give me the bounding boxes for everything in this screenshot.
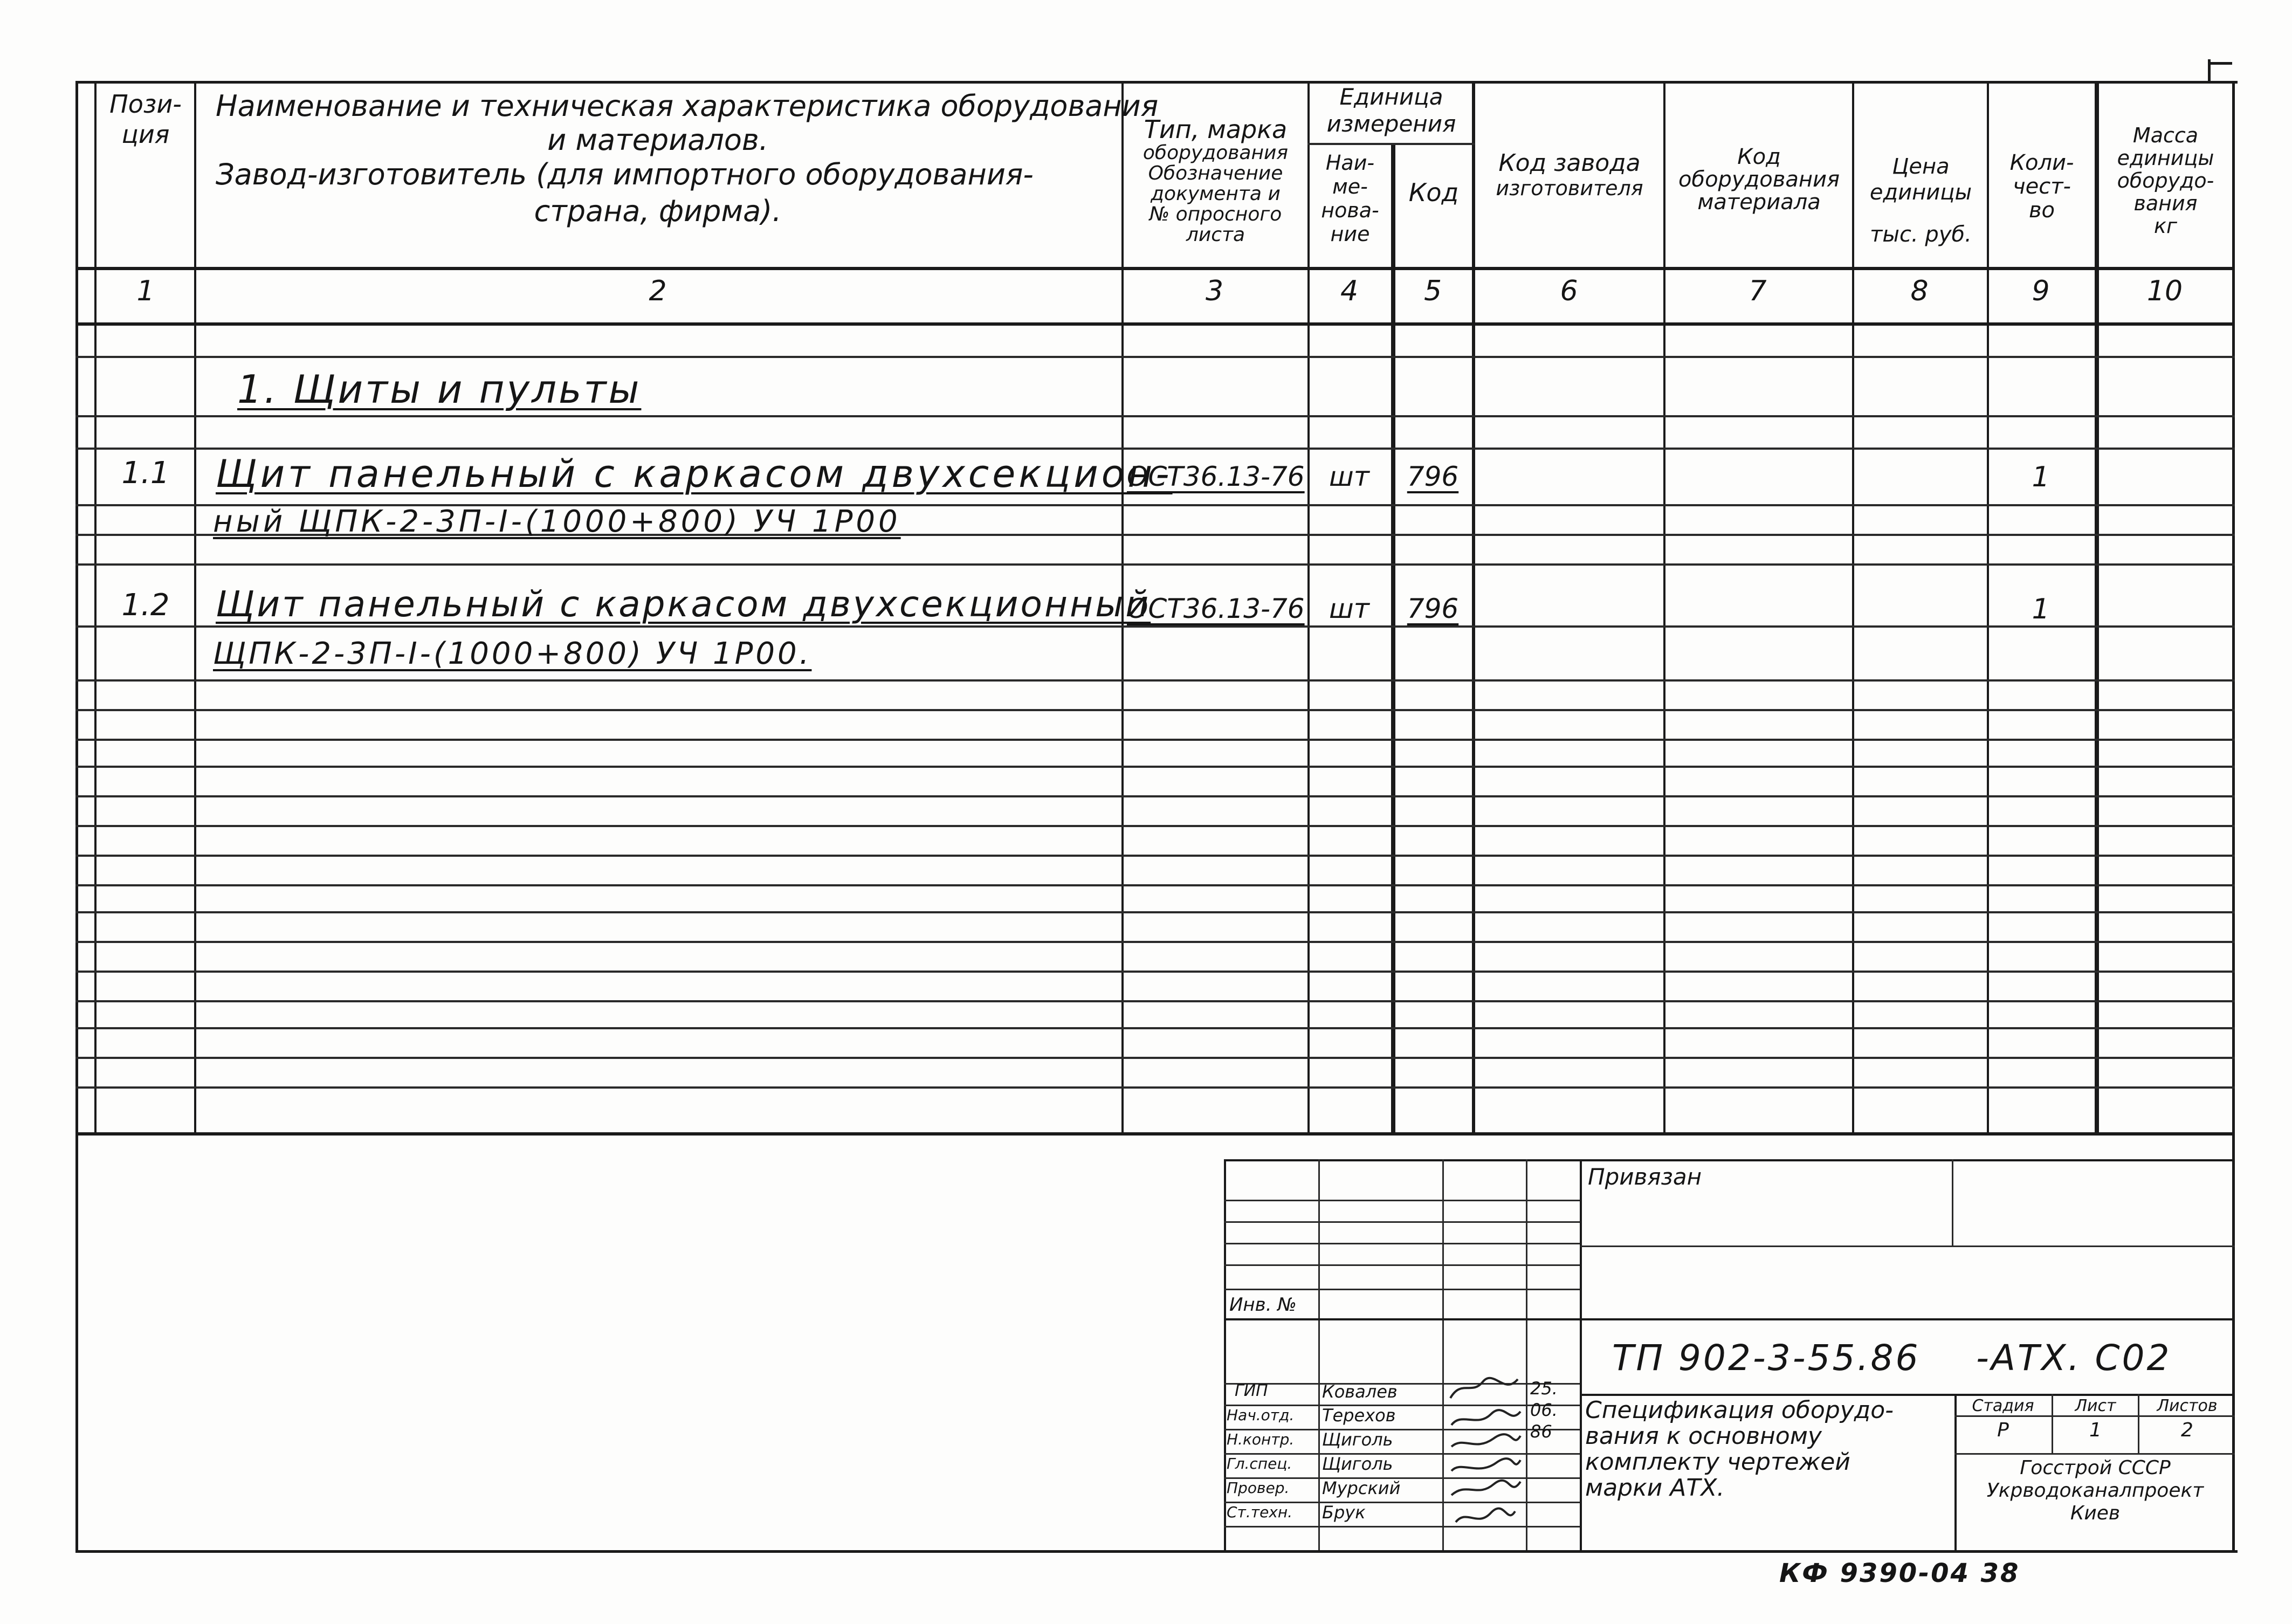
tb-name: Брук	[1322, 1502, 1366, 1523]
item-unit: шт	[1329, 461, 1369, 492]
row-line	[75, 625, 2235, 628]
row-line	[75, 415, 2235, 417]
header-unit-name: Наи- ме- нова- ние	[1321, 151, 1379, 246]
tb-document-code: ТП 902-3-55.86	[1612, 1337, 1921, 1379]
row-line	[75, 795, 2235, 797]
tb-description: Спецификация оборудо- вания к основному комплекту чертежей марки АТХ.	[1585, 1396, 1894, 1502]
item-position: 1.2	[121, 588, 170, 623]
row-line	[75, 1086, 2235, 1089]
handwritten-signatures	[1445, 1374, 1526, 1552]
item-name-line1: Щит панельный с каркасом двухсекционный	[216, 583, 1151, 625]
footer-archive-code: КФ 9390-04 38	[1779, 1558, 2020, 1588]
header-plant-code: Код завода изготовителя	[1496, 149, 1643, 200]
tb-role: ГИП	[1235, 1381, 1268, 1400]
tb-grid-row	[1224, 1200, 1580, 1201]
tb-grid-line	[1318, 1159, 1320, 1550]
column-number-7: 7	[1749, 275, 1767, 307]
row-line	[75, 739, 2235, 741]
tb-date: 25. 06. 86	[1530, 1378, 1558, 1442]
header-name-line2: и материалов.	[547, 123, 768, 157]
tb-grid-line	[1526, 1159, 1527, 1550]
tb-grid-row	[1224, 1526, 1580, 1527]
row-line	[75, 766, 2235, 768]
row-line	[75, 941, 2235, 943]
col-line-7	[1663, 81, 1665, 1135]
tb-row-divider	[1580, 1318, 2235, 1320]
tb-sheet-label: Лист	[2075, 1396, 2116, 1415]
header-name-line3: Завод-изготовитель (для импортного оборудования-	[216, 157, 1034, 191]
tb-name: Ковалев	[1322, 1381, 1398, 1402]
header-position: Пози- ция	[109, 90, 182, 149]
column-number-4: 4	[1340, 275, 1359, 307]
tb-name: Щиголь	[1322, 1429, 1393, 1450]
tb-stage-divider	[1954, 1453, 2235, 1455]
tb-grid-row	[1224, 1383, 1580, 1385]
row-line	[75, 356, 2235, 358]
header-bottom-line	[75, 267, 2235, 270]
header-unit-code: Код	[1408, 178, 1459, 207]
item-type: ОСТ36.13-76	[1127, 461, 1305, 492]
tb-sheets-label: Листов	[2157, 1396, 2218, 1415]
item-position: 1.1	[121, 456, 170, 491]
row-line	[75, 825, 2235, 827]
column-number-3: 3	[1205, 275, 1224, 307]
tb-top-line	[1224, 1159, 2235, 1161]
item-unit: шт	[1329, 593, 1369, 624]
unit-group-divider	[1307, 143, 1475, 145]
column-number-6: 6	[1560, 275, 1578, 307]
numbers-row-bottom-line	[75, 322, 2235, 326]
corner-mark	[2211, 62, 2232, 65]
column-number-5: 5	[1423, 275, 1442, 307]
column-number-1: 1	[136, 275, 155, 307]
tb-row-divider	[1580, 1245, 2235, 1247]
row-line	[75, 1027, 2235, 1029]
tb-role: Провер.	[1227, 1479, 1290, 1497]
item-quantity: 1	[2032, 461, 2050, 493]
tb-sheets-value: 2	[2181, 1419, 2193, 1441]
item-type: ОСТ36.13-76	[1127, 593, 1305, 624]
header-name-line1: Наименование и техническая характеристика оборудования	[216, 89, 1159, 123]
row-line	[75, 971, 2235, 973]
tb-document-suffix: -АТХ. С02	[1976, 1337, 2172, 1379]
item-unit-code: 796	[1407, 593, 1459, 624]
row-line	[75, 884, 2235, 886]
section-title: 1. Щиты и пульты	[237, 367, 642, 412]
tb-sheet-value: 1	[2089, 1419, 2102, 1441]
item-quantity: 1	[2032, 593, 2050, 625]
tb-privyazan-divider	[1952, 1159, 1953, 1245]
row-line	[75, 855, 2235, 857]
header-equipment-code: Код оборудования материала	[1678, 144, 1840, 215]
tb-grid-row	[1224, 1264, 1580, 1266]
tb-stage-label: Стадия	[1972, 1396, 2034, 1415]
column-number-10: 10	[2146, 275, 2183, 307]
item-name-line2: ЩПК-2-3П-I-(1000+800) УЧ 1Р00.	[213, 636, 812, 671]
row-line	[75, 1057, 2235, 1059]
item-name-line1: Щит панельный с каркасом двухсекцион-	[216, 452, 1173, 496]
row-line	[75, 448, 2235, 450]
header-name-line4: страна, фирма).	[534, 194, 782, 228]
tb-grid-row	[1224, 1289, 1580, 1290]
frame-right-line	[2232, 81, 2235, 1553]
header-price: Цена единицы тыс. руб.	[1869, 154, 1972, 247]
tb-inventory-label: Инв. №	[1229, 1294, 1297, 1316]
table-bottom-line	[75, 1132, 2235, 1136]
row-line	[75, 1000, 2235, 1002]
frame-bottom-line	[75, 1550, 2238, 1553]
item-name-line2: ный ЩПК-2-3П-I-(1000+800) УЧ 1Р00	[213, 504, 901, 539]
row-line	[75, 563, 2235, 566]
header-unit-group: Единица измерения	[1326, 84, 1456, 137]
column-number-9: 9	[2032, 275, 2050, 307]
row-line	[75, 679, 2235, 682]
column-number-8: 8	[1910, 275, 1929, 307]
row-line	[75, 709, 2235, 711]
header-type: Тип, марка оборудования Обозначение документа и № опросного листа	[1142, 115, 1289, 246]
tb-name: Терехов	[1322, 1405, 1396, 1426]
tb-grid-line	[1442, 1159, 1444, 1550]
tb-name: Мурский	[1322, 1478, 1401, 1498]
tb-left-line	[1224, 1159, 1226, 1553]
tb-stage-value: Р	[1997, 1419, 2009, 1441]
item-unit-code: 796	[1407, 461, 1459, 492]
tb-grid-row	[1224, 1221, 1580, 1223]
tb-role: Ст.техн.	[1227, 1503, 1293, 1521]
col-line-6	[1472, 81, 1475, 1135]
tb-role: Нач.отд.	[1227, 1406, 1295, 1424]
tb-grid-line	[1580, 1159, 1582, 1550]
tb-role: Гл.спец.	[1227, 1455, 1292, 1472]
tb-row-divider	[1580, 1394, 2235, 1396]
row-line	[75, 911, 2235, 913]
header-quantity: Коли- чест- во	[2009, 150, 2074, 223]
tb-grid-row	[1224, 1243, 1580, 1244]
tb-privyazan-label: Привязан	[1588, 1164, 1702, 1190]
frame-top-line	[75, 81, 2238, 84]
col-line-10	[2095, 81, 2099, 1135]
tb-role: Н.контр.	[1227, 1430, 1295, 1448]
header-mass: Масса единицы оборудо- вания кг	[2117, 123, 2214, 238]
frame-left-line	[75, 81, 78, 1553]
tb-organization: Госстрой СССР Укрводоканалпроект Киев	[1986, 1457, 2204, 1524]
col-line-1	[94, 81, 97, 1135]
tb-stage-divider	[1954, 1415, 2235, 1417]
column-number-2: 2	[649, 275, 667, 307]
tb-grid-row	[1224, 1318, 1580, 1320]
col-line-2	[194, 81, 196, 1135]
tb-name: Щиголь	[1322, 1454, 1393, 1474]
